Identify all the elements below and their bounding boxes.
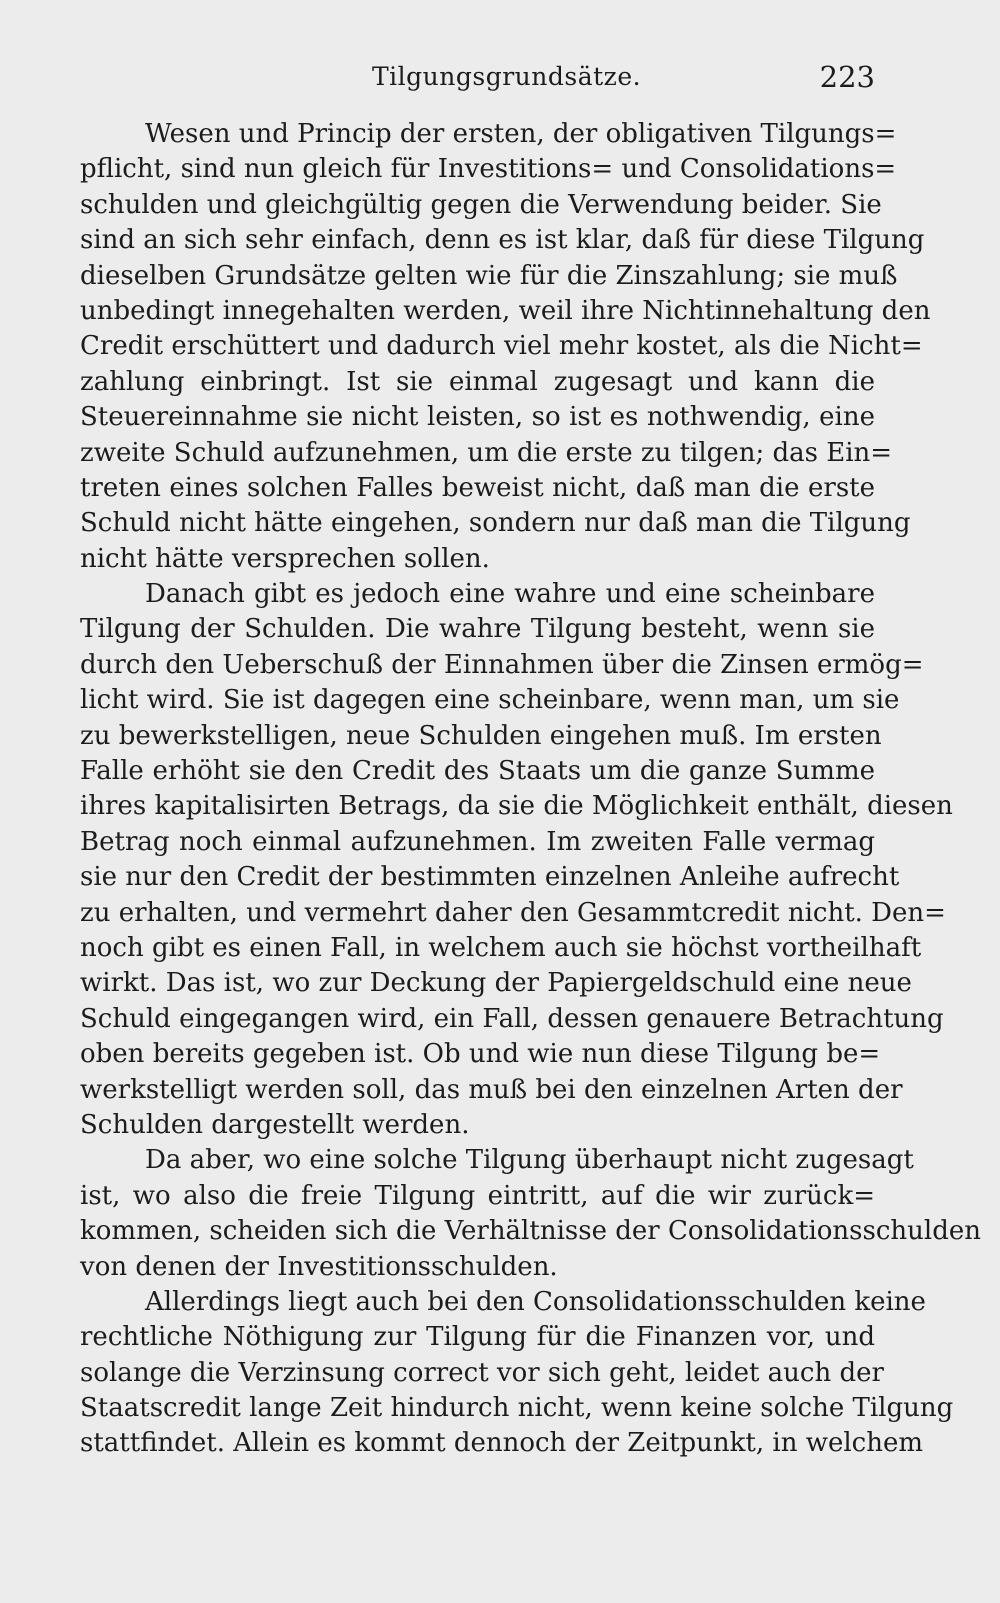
text-line: zweite Schuld aufzunehmen, um die erste zu tilgen; das Ein= xyxy=(80,437,893,468)
text-line: zahlung einbringt. Ist sie einmal zugesagt und kann die xyxy=(80,366,875,397)
text-line: wirkt. Das ist, wo zur Deckung der Papiergeldschuld eine neue xyxy=(80,968,912,999)
text-line: unbedingt innegehalten werden, weil ihre Nichtinnehaltung den xyxy=(80,295,931,326)
text-line: Betrag noch einmal aufzunehmen. Im zweiten Falle vermag xyxy=(80,826,875,857)
text-line: kommen, scheiden sich die Verhältnisse der Consolidationsschulden xyxy=(80,1216,981,1247)
body-text xyxy=(80,117,981,1462)
text-line: dieselben Grundsätze gelten wie für die Zinszahlung; sie muß xyxy=(80,260,898,291)
text-line: noch gibt es einen Fall, in welchem auch sie höchst vortheilhaft xyxy=(80,932,922,963)
text-line: Tilgung der Schulden. Die wahre Tilgung besteht, wenn sie xyxy=(80,614,875,645)
text-line: Falle erhöht sie den Credit des Staats um die ganze Summe xyxy=(80,756,875,787)
text-line: Wesen und Princip der ersten, der obligativen Tilgungs= xyxy=(145,119,897,149)
text-line: licht wird. Sie ist dagegen eine scheinbare, wenn man, um sie xyxy=(80,685,900,716)
text-line: pflicht, sind nun gleich für Investitions= und Consolidations= xyxy=(80,154,897,185)
text-line: durch den Ueberschuß der Einnahmen über die Zinsen ermög= xyxy=(80,649,924,680)
text-line: Steuereinnahme sie nicht leisten, so ist es nothwendig, eine xyxy=(80,402,875,433)
running-title: Tilgungsgrundsätze. xyxy=(372,62,642,91)
text-line: Schulden dargestellt werden. xyxy=(80,1109,470,1140)
text-line: ist, wo also die freie Tilgung eintritt, auf die wir zurück= xyxy=(80,1180,875,1211)
text-line: oben bereits gegeben ist. Ob und wie nun diese Tilgung be= xyxy=(80,1039,881,1070)
text-line: sind an sich sehr einfach, denn es ist klar, daß für diese Tilgung xyxy=(80,225,925,256)
text-line: Da aber, wo eine solche Tilgung überhaupt nicht zugesagt xyxy=(145,1145,914,1176)
text-line: werkstelligt werden soll, das muß bei den einzelnen Arten der xyxy=(80,1074,903,1105)
text-line: rechtliche Nöthigung zur Tilgung für die Finanzen vor, und xyxy=(80,1322,875,1353)
text-line: stattfindet. Allein es kommt dennoch der Zeitpunkt, in welchem xyxy=(80,1428,924,1459)
text-line: nicht hätte versprechen sollen. xyxy=(80,543,490,574)
text-line: Schuld nicht hätte eingehen, sondern nur daß man die Tilgung xyxy=(80,508,911,539)
text-line: Schuld eingegangen wird, ein Fall, dessen genauere Betrachtung xyxy=(80,1003,944,1034)
text-line: solange die Verzinsung correct vor sich geht, leidet auch der xyxy=(80,1357,884,1388)
page-number: 223 xyxy=(819,60,875,94)
text-line: Allerdings liegt auch bei den Consolidationsschulden keine xyxy=(145,1286,926,1317)
text-line: zu erhalten, und vermehrt daher den Gesammtcredit nicht. Den= xyxy=(80,897,946,928)
text-line: ihres kapitalisirten Betrags, da sie die Möglichkeit enthält, diesen xyxy=(80,791,953,822)
text-line: zu bewerkstelligen, neue Schulden eingehen muß. Im ersten xyxy=(80,720,882,751)
text-line: Credit erschüttert und dadurch viel mehr kostet, als die Nicht= xyxy=(80,331,923,362)
text-line: Danach gibt es jedoch eine wahre und eine scheinbare xyxy=(145,579,875,610)
text-line: treten eines solchen Falles beweist nicht, daß man die erste xyxy=(80,472,875,503)
text-line: von denen der Investitionsschulden. xyxy=(80,1251,558,1282)
text-line: sie nur den Credit der bestimmten einzelnen Anleihe aufrecht xyxy=(80,862,900,893)
page-header xyxy=(80,62,875,102)
text-line: schulden und gleichgültig gegen die Verwendung beider. Sie xyxy=(80,189,882,220)
text-line: Staatscredit lange Zeit hindurch nicht, wenn keine solche Tilgung xyxy=(80,1393,954,1424)
